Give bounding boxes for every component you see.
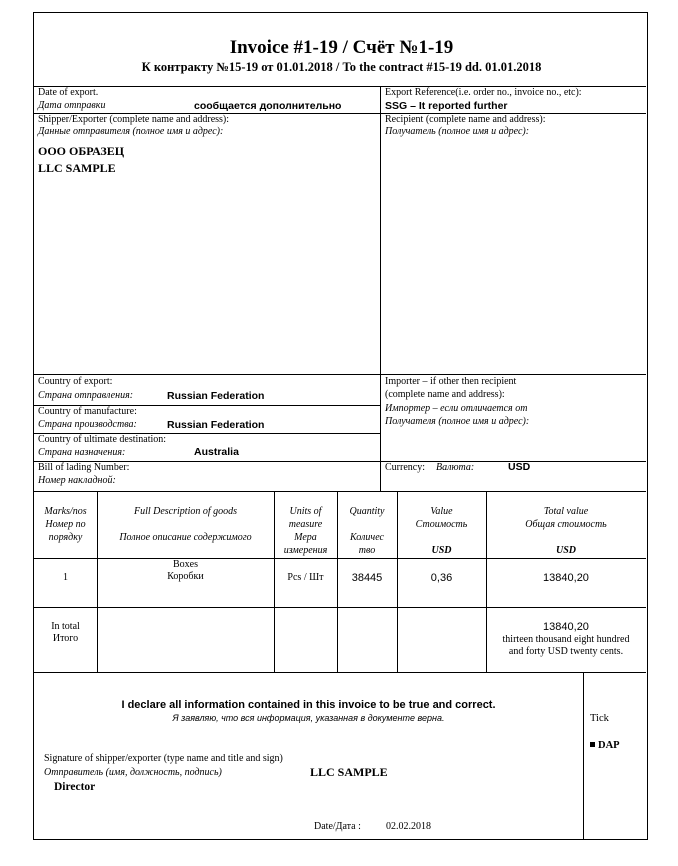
signature-title: Director	[54, 781, 96, 793]
export-date-label-ru: Дата отправки	[38, 100, 106, 111]
currency-label-ru: Валюта:	[436, 462, 475, 473]
invoice-frame	[33, 12, 648, 840]
importer-line3: Импортер – если отличается от	[385, 403, 528, 414]
currency-label: Currency:	[385, 462, 425, 473]
importer-line4: Получателя (полное имя и адрес):	[385, 416, 530, 427]
country-destination-label-ru: Страна назначения:	[38, 447, 126, 458]
total-label: In total Итого	[51, 621, 80, 644]
importer-line1: Importer – if other then recipient	[385, 376, 517, 387]
shipper-name-en: LLC SAMPLE	[38, 161, 116, 175]
bill-of-lading-label-ru: Номер накладной:	[38, 475, 116, 486]
export-reference-label: Export Reference(i.e. order no., invoice no., etc):	[385, 87, 582, 98]
col-header-units: Units of measure Мера измерения	[283, 506, 328, 556]
column-divider	[380, 86, 381, 491]
row-description: Boxes Коробки	[167, 559, 204, 582]
currency-value: USD	[508, 461, 531, 473]
country-manufacture-label: Country of manufacture:	[38, 406, 137, 417]
country-destination-label: Country of ultimate destination:	[38, 434, 167, 445]
declaration-en: I declare all information contained in this invoice to be true and correct.	[121, 699, 496, 711]
shipper-name-ru: ООО ОБРАЗЕЦ	[38, 144, 125, 158]
total-value: 13840,20 thirteen thousand eight hundred and forty USD twenty cents.	[502, 621, 630, 657]
country-export-label-ru: Страна отправления:	[38, 390, 134, 401]
divider	[34, 607, 646, 608]
country-manufacture-value: Russian Federation	[167, 419, 265, 431]
signature-name: LLC SAMPLE	[310, 765, 388, 779]
country-export-label: Country of export:	[38, 376, 113, 387]
row-value: 0,36	[430, 572, 453, 584]
row-total: 13840,20	[543, 572, 589, 584]
recipient-label: Recipient (complete name and address):	[385, 114, 546, 125]
col-header-total: Total value Общая стоимость USD	[525, 506, 607, 556]
divider	[34, 672, 646, 673]
signature-label: Signature of shipper/exporter (type name and title and sign)	[44, 753, 283, 764]
signature-label-ru: Отправитель (имя, должность, подпись)	[44, 767, 222, 778]
country-destination-value: Australia	[194, 446, 239, 458]
importer-line2: (complete name and address):	[385, 389, 505, 400]
row-units: Pcs / Шт	[287, 572, 324, 583]
declaration-ru: Я заявляю, что вся информация, указанная в документе верна.	[172, 713, 445, 723]
bill-of-lading-label: Bill of lading Number:	[38, 462, 130, 473]
shipper-label-ru: Данные отправителя (полное имя и адрес):	[38, 126, 224, 137]
date-value: 02.02.2018	[386, 821, 431, 832]
checkbox-square-icon	[590, 742, 595, 747]
divider	[34, 491, 646, 492]
divider	[34, 374, 646, 375]
shipper-label: Shipper/Exporter (complete name and address):	[38, 114, 230, 125]
country-export-value: Russian Federation	[167, 390, 265, 402]
column-divider	[583, 672, 584, 839]
export-date-label: Date of export.	[38, 87, 99, 98]
contract-subtitle: К контракту №15-19 от 01.01.2018 / To the contract #15-19 dd. 01.01.2018	[141, 60, 542, 74]
row-quantity: 38445	[351, 572, 383, 584]
col-header-quantity: Quantity Количес тво	[349, 506, 385, 556]
col-header-value: Value Стоимость USD	[415, 506, 468, 556]
recipient-label-ru: Получатель (полное имя и адрес):	[385, 126, 530, 137]
invoice-title: Invoice #1-19 / Счёт №1-19	[229, 37, 454, 58]
export-date-value: сообщается дополнительно	[194, 100, 342, 112]
tick-label: Tick	[590, 713, 609, 724]
tick-option-dap: DAP	[590, 740, 620, 752]
row-number: 1	[63, 572, 68, 583]
col-header-marks: Marks/nos Номер по порядку	[44, 506, 87, 543]
export-reference-value: SSG – It reported further	[385, 100, 508, 112]
date-label: Date/Дата :	[314, 821, 361, 832]
col-header-description: Full Description of goods Полное описание содержимого	[119, 506, 252, 543]
country-manufacture-label-ru: Страна производства:	[38, 419, 137, 430]
